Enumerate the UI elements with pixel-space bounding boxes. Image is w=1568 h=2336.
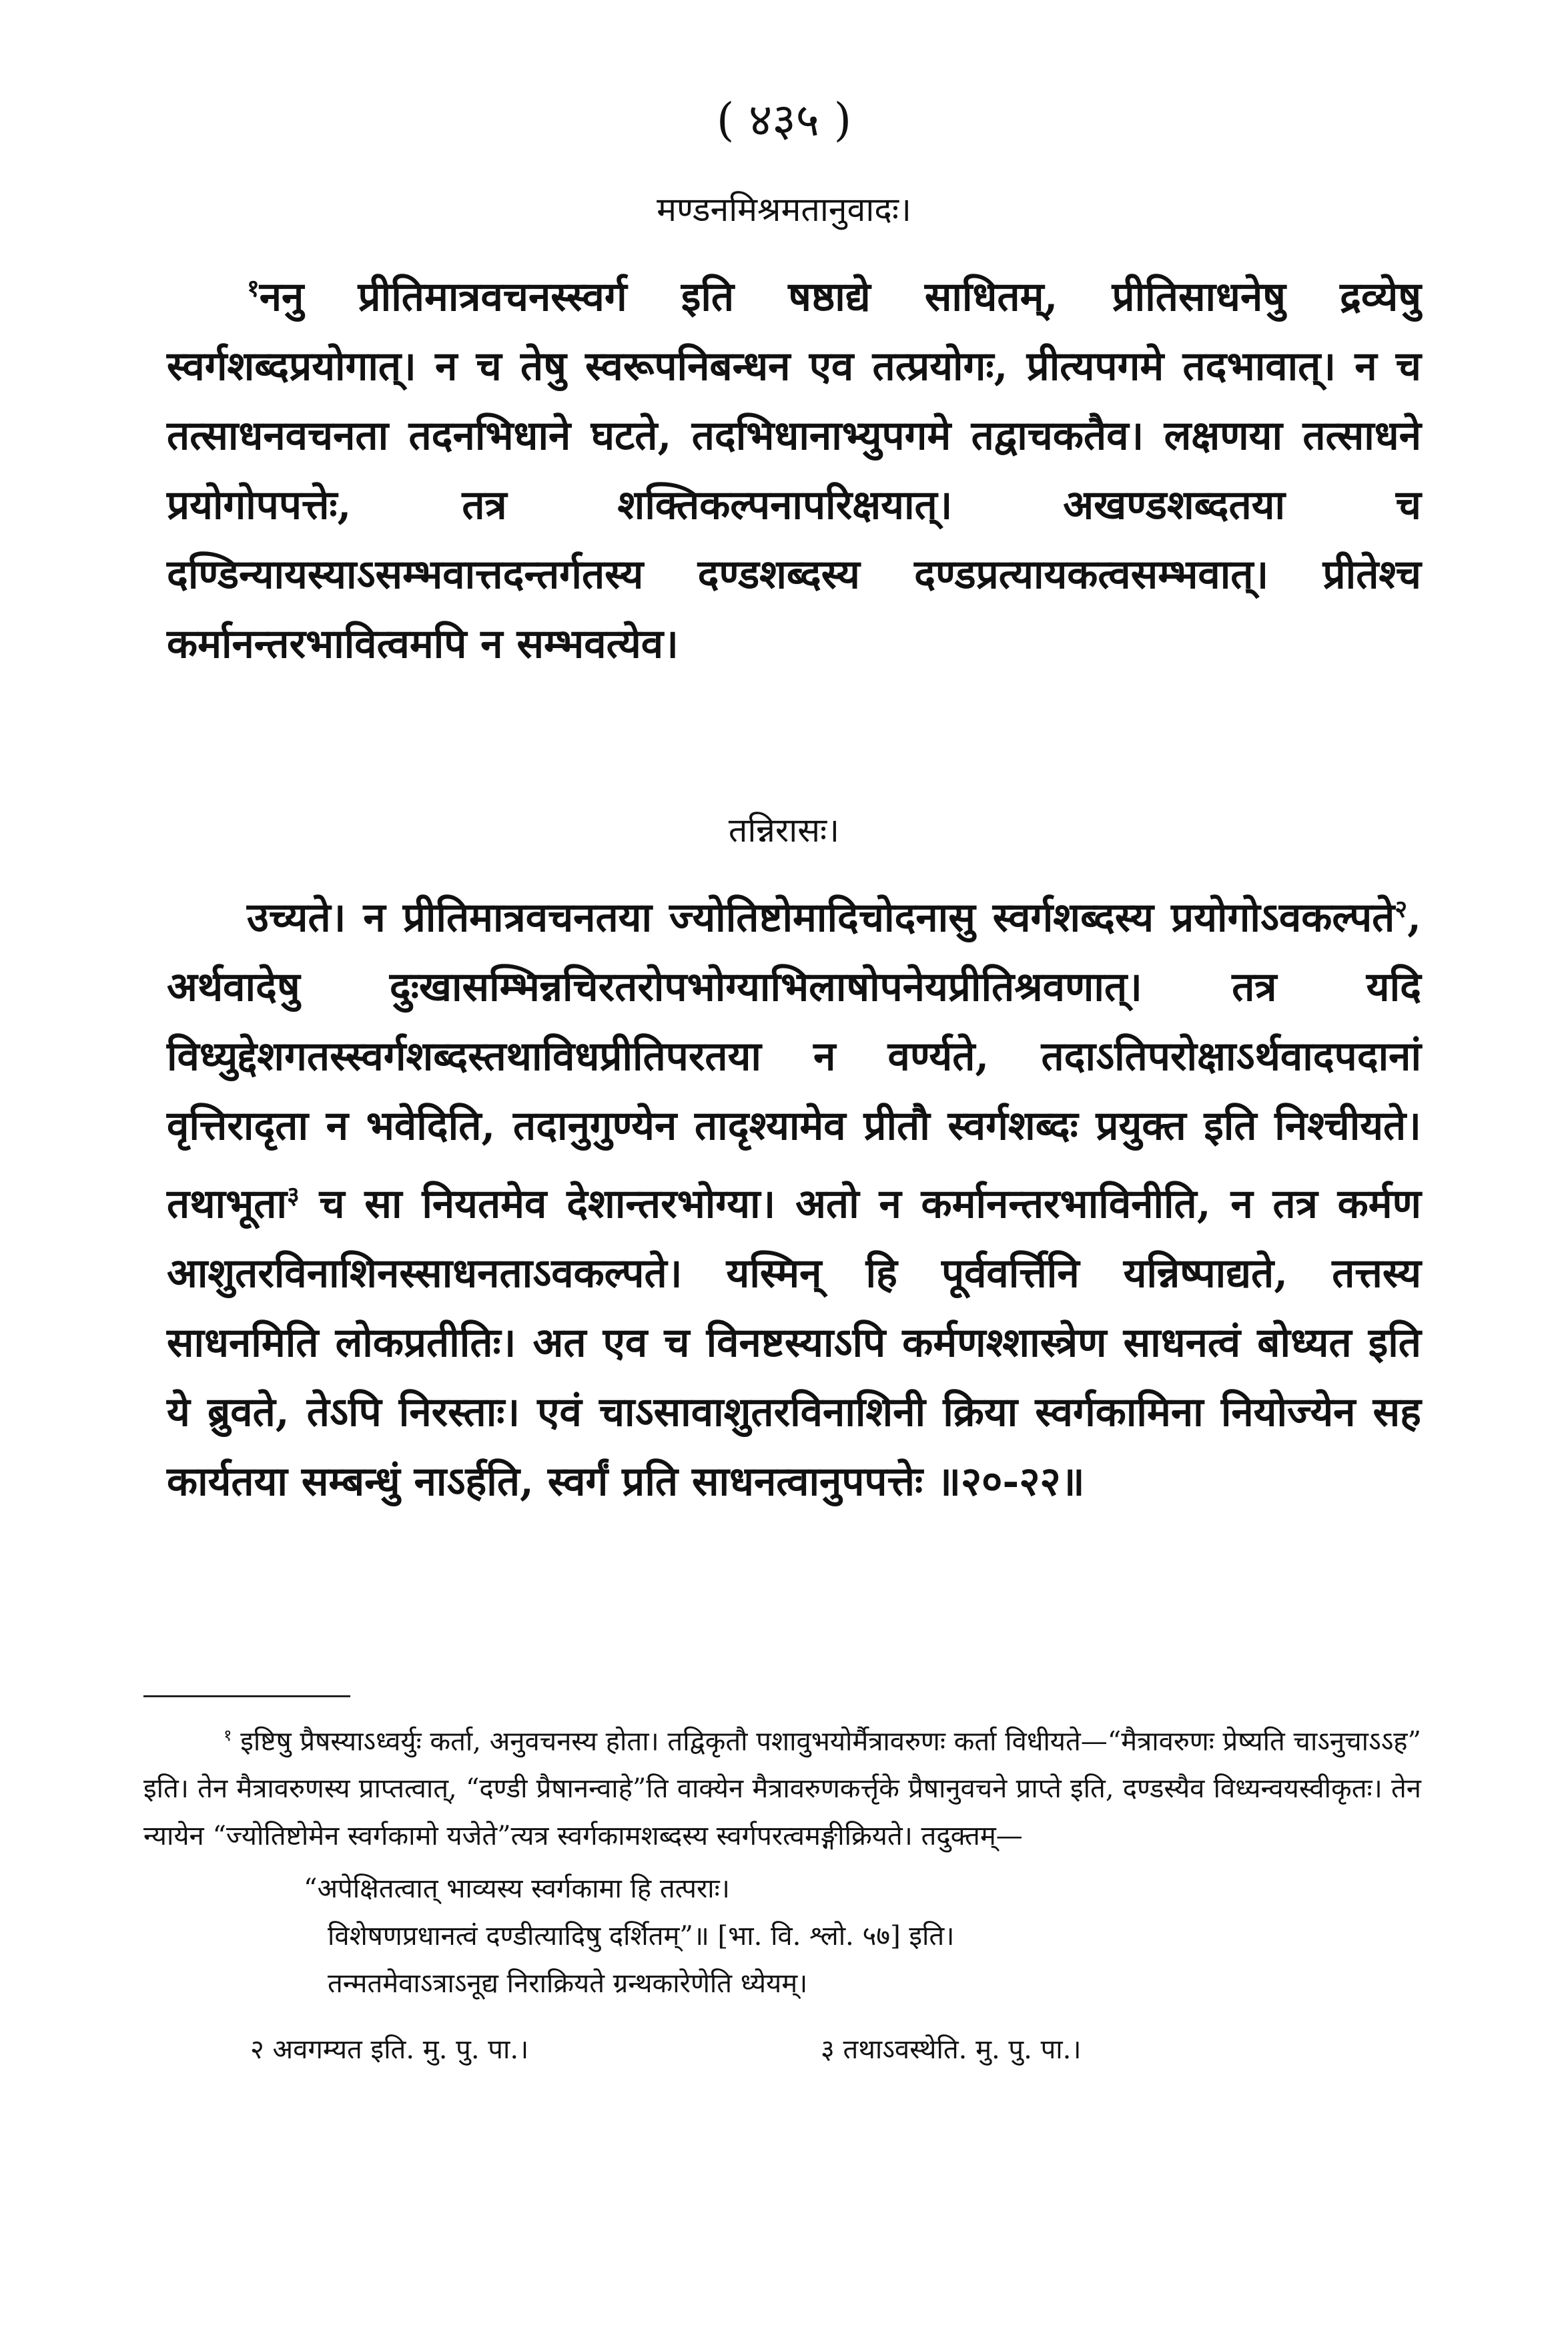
footnote-divider: [143, 1695, 350, 1697]
footnotes-variant-readings: [143, 2026, 1421, 2074]
paragraph-refutation: [167, 874, 1421, 1516]
paragraph-2-text-c: च सा नियतमेव देशान्तरभोग्या। अतो न कर्मानन्तरभाविनीति, न तत्र कर्मण आशुतरविनाशिनस्साधनताऽवकल्पते। यस्मिन् हि पूर्ववर्त्तिनि यन्निष्पाद्यते, तत्तस्य साधनमिति लोकप्रतीतिः। अत एव च विनष्टस्याऽपि कर्मणश्शास्त्रेण साधनत्वं बोध्यत इति ये ब्रुवते, तेऽपि निरस्ताः। एवं चाऽसावाशुतरविनाशिनी क्रिया स्वर्गकामिना नियोज्येन सह कार्यतया सम्बन्धुं नाऽर्हति, स्वर्गं प्रति साधनत्वानुपपत्तेः ॥२०-२२॥: [167, 1181, 1421, 1505]
paragraph-2-text-b: , अर्थवादेषु दुःखासम्भिन्नचिरतरोपभोग्याभिलाषोपनेयप्रीतिश्रवणात्। तत्र यदि विध्युद्देशगतस्स्वर्गशब्दस्तथाविधप्रीतिपरतया न वर्ण्यते, तदाऽतिपरोक्षाऽर्थवादपदानां वृत्तिरादृता न भवेदिति, तदानुगुण्येन तादृश्यामेव प्रीतौ स्वर्गशब्दः प्रयुक्त इति निश्चीयते। तथाभूता: [167, 894, 1421, 1227]
footnote-ref-2: २: [1395, 895, 1408, 923]
footnotes: [143, 1712, 1421, 2074]
section-heading-mandana: मण्डनमिश्रमतानुवादः।: [657, 190, 911, 229]
footnote-verse: [304, 1865, 1421, 2008]
section-heading-refutation: तन्निरासः।: [728, 811, 840, 850]
footnote-1-marker: १: [224, 1726, 232, 1745]
page-number: ( ४३५ ): [716, 94, 852, 147]
footnote-1-text: इष्टिषु प्रैषस्याऽध्वर्युः कर्ता, अनुवचनस्य होता। तद्विकृतौ पशावुभयोर्मैत्रावरुणः कर्ता विधीयते—“मैत्रावरुणः प्रेष्यति चाऽनुचाऽऽह” इति। तेन मैत्रावरुणस्य प्राप्तत्वात्, “दण्डी प्रैषानन्वाहे”ति वाक्येन मैत्रावरुणकर्त्तृके प्रैषानुवचने प्राप्ते इति, दण्डस्यैव विध्यन्वयस्वीकृतः। तेन न्यायेन “ज्योतिष्टोमेन स्वर्गकामो यजेते”त्यत्र स्वर्गकामशब्दस्य स्वर्गपरत्वमङ्गीक्रियते। तदुक्तम्—: [143, 1726, 1421, 1852]
footnote-3: ३ तथाऽवस्थेति. मु. पु. पा.।: [821, 2034, 1082, 2066]
footnote-ref-3: ३: [287, 1181, 300, 1209]
paragraph-purvapaksha: [167, 254, 1421, 679]
paragraph-2-text-a: उच्यते। न प्रीतिमात्रवचनतया ज्योतिष्टोमादिचोदनासु स्वर्गशब्दस्य प्रयोगोऽवकल्पते: [247, 894, 1395, 941]
verse-line-2: विशेषणप्रधानत्वं दण्डीत्यादिषु दर्शितम्”॥ [भा. वि. श्लो. ५७] इति।: [328, 1921, 955, 1952]
footnote-1: [143, 1712, 1421, 1860]
verse-line-3: तन्मतमेवाऽत्राऽनूद्य निराक्रियते ग्रन्थकारेणेति ध्येयम्।: [328, 1968, 808, 2000]
paragraph-1-text: ननु प्रीतिमात्रवचनस्स्वर्ग इति षष्ठाद्ये साधितम्, प्रीतिसाधनेषु द्रव्येषु स्वर्गशब्दप्रयोगात्। न च तेषु स्वरूपनिबन्धन एव तत्प्रयोगः, प्रीत्यपगमे तदभावात्। न च तत्साधनवचनता तदनभिधाने घटते, तदभिधानाभ्युपगमे तद्वाचकतैव। लक्षणया तत्साधने प्रयोगोपपत्तेः, तत्र शक्तिकल्पनापरिक्षयात्। अखण्डशब्दतया च दण्डिन्यायस्याऽसम्भवात्तदन्तर्गतस्य दण्डशब्दस्य दण्डप्रत्यायकत्वसम्भवात्। प्रीतेश्च कर्मानन्तरभावित्वमपि न सम्भवत्येव।: [167, 274, 1421, 667]
footnote-2: २ अवगम्यत इति. मु. पु. पा.।: [250, 2034, 529, 2066]
footnote-ref-1: १: [247, 274, 260, 302]
verse-line-1: “अपेक्षितत्वात् भाव्यस्य स्वर्गकामा हि तत्पराः।: [304, 1873, 730, 1905]
